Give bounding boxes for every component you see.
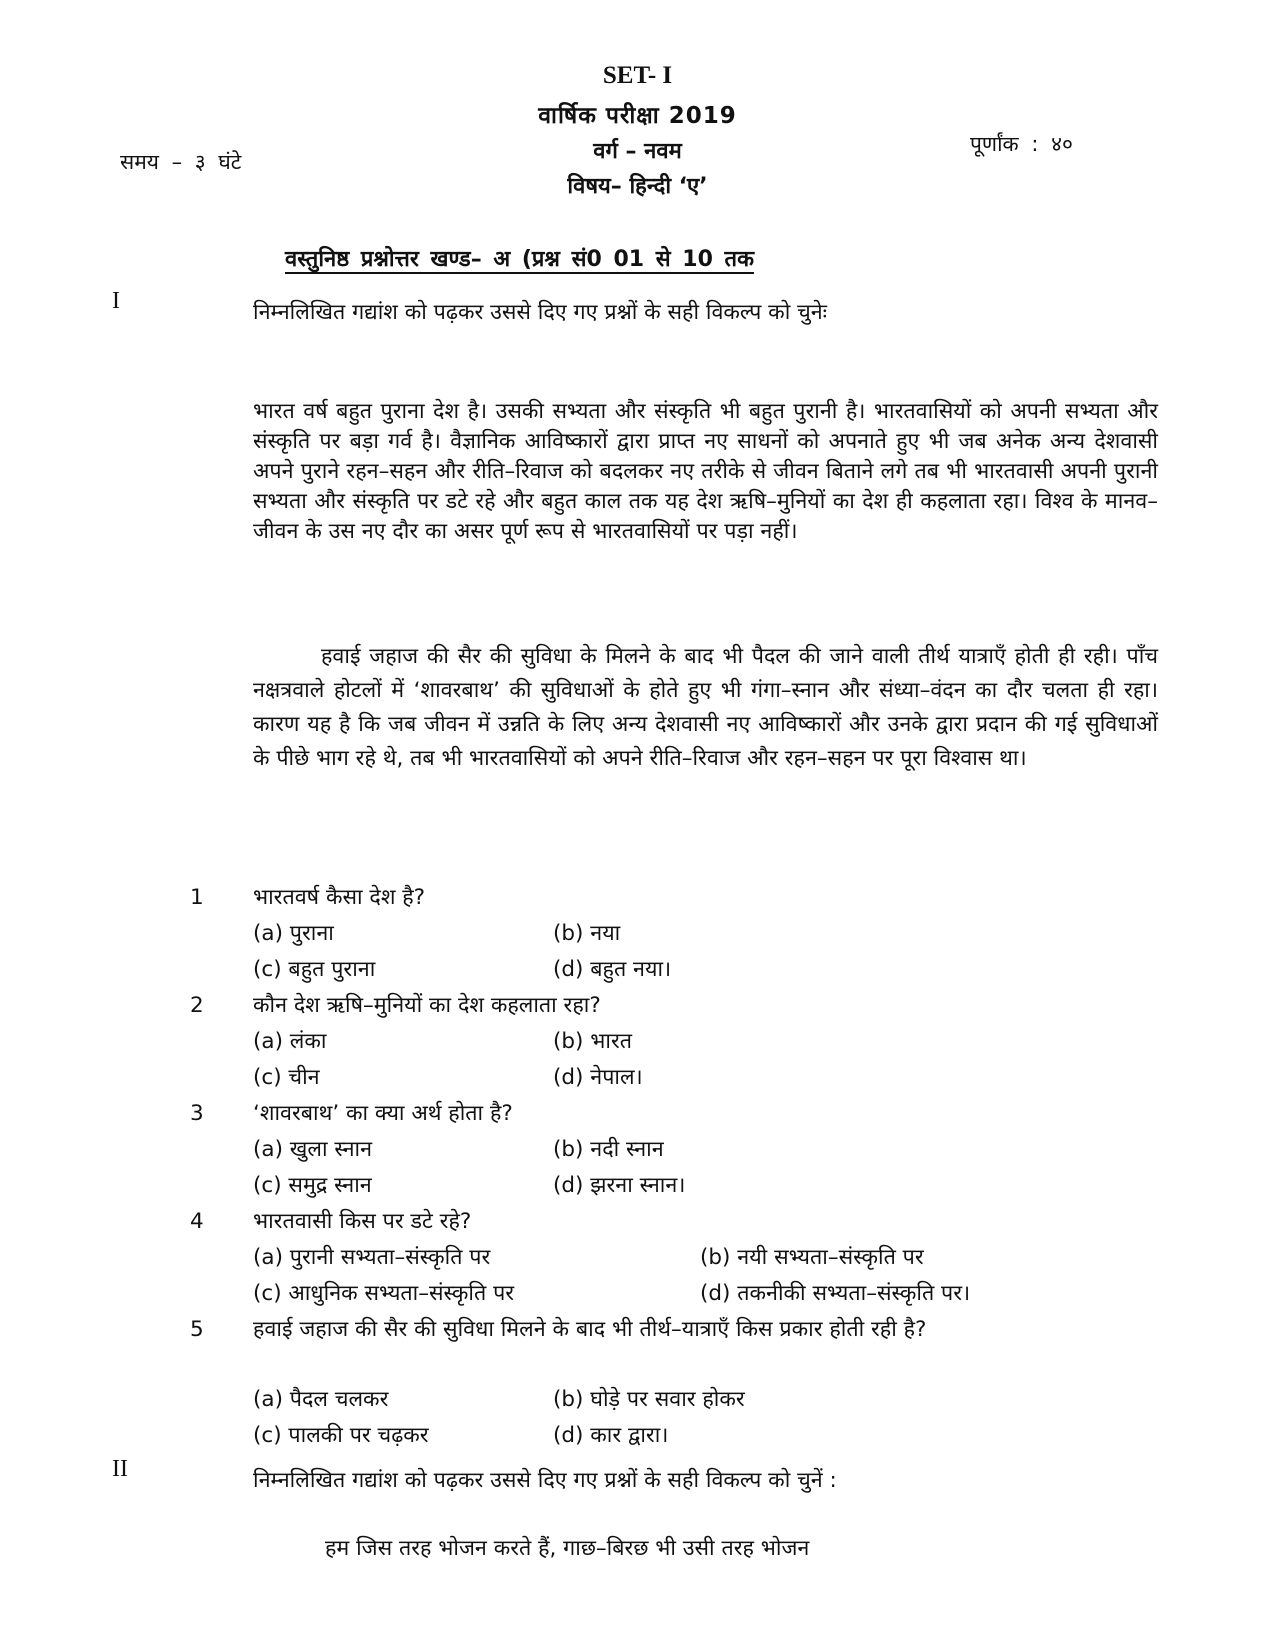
option-d: (d) बहुत नया।	[553, 957, 672, 982]
option-c: (c) पालकी पर चढ़कर	[253, 1423, 429, 1448]
option-b: (b) भारत	[553, 1029, 632, 1054]
question-text: ‘शावरबाथ’ का क्या अर्थ होता है?	[253, 1101, 513, 1126]
class-line: वर्ग – नवम	[593, 139, 682, 164]
passage-paragraph-one: भारत वर्ष बहुत पुराना देश है। उसकी सभ्यता और संस्कृति भी बहुत पुरानी है। भारतवासियों को अपनी सभ्यता और संस्कृति पर बड़ा गर्व है। वैज्ञानिक आविष्कारों द्वारा प्राप्त नए साधनों को अपनाते हुए भी जब अनेक अन्य देशवासी अपने पुराने रहन–सहन और रीति–रिवाज को बदलकर नए तरीके से जीवन बिताने लगे तब भी भारतवासी अपनी पुरानी सभ्यता और संस्कृति पर डटे रहे और बहुत काल तक यह देश ऋषि–मुनियों का देश ही कहलाता रहा। विश्व के मानव–जीवन के उस नए दौर का असर पूर्ण रूप से भारतवासियों पर पड़ा नहीं।	[253, 399, 1158, 544]
option-b: (b) नया	[553, 921, 621, 946]
option-row	[0, 1382, 1275, 1418]
question-row	[0, 988, 1275, 1024]
option-a: (a) पैदल चलकर	[253, 1387, 389, 1412]
question-number: 5	[190, 1317, 204, 1342]
question-row	[0, 1096, 1275, 1132]
subject-line: विषय– हिन्दी ‘ए’	[567, 174, 708, 199]
question-text: भारतवासी किस पर डटे रहे?	[253, 1209, 472, 1234]
option-b: (b) घोड़े पर सवार होकर	[553, 1387, 745, 1412]
option-d: (d) नेपाल।	[553, 1065, 643, 1090]
part-two-number: II	[112, 1456, 128, 1482]
question-number: 2	[190, 993, 204, 1018]
question-row	[0, 880, 1275, 916]
option-c: (c) चीन	[253, 1065, 320, 1090]
passage-paragraph-two: हवाई जहाज की सैर की सुविधा के मिलने के बाद भी पैदल की जाने वाली तीर्थ यात्राएँ होती ही रही। पाँच नक्षत्रवाले होटलों में ‘शावरबाथ’ की सुविधाओं के होते हुए भी गंगा–स्नान और संध्या–वंदन का दौर चलता ही रहा। कारण यह है कि जब जीवन में उन्नति के लिए अन्य देशवासी नए आविष्कारों और उनके द्वारा प्रदान की गई सुविधाओं के पीछे भाग रहे थे, तब भी भारतवासियों को अपने रीति–रिवाज और रहन–सहन पर पूरा विश्वास था।	[253, 644, 1158, 771]
section-heading: वस्तुनिष्ठ प्रश्नोत्तर खण्ड– अ (प्रश्न सं0 01 से 10 तक	[285, 247, 754, 272]
option-b: (b) नदी स्नान	[553, 1137, 664, 1162]
set-label: SET- I	[602, 62, 673, 89]
option-c: (c) समुद्र स्नान	[253, 1173, 372, 1198]
exam-title: वार्षिक परीक्षा 2019	[538, 103, 737, 129]
part-one-number: I	[112, 288, 120, 314]
option-row	[0, 1418, 1275, 1454]
option-c: (c) आधुनिक सभ्यता–संस्कृति पर	[253, 1281, 515, 1306]
part-one-instruction: निम्नलिखित गद्यांश को पढ़कर उससे दिए गए प्रश्नों के सही विकल्प को चुनेः	[253, 300, 828, 325]
option-d: (d) तकनीकी सभ्यता–संस्कृति पर।	[700, 1281, 971, 1306]
option-a: (a) पुराना	[253, 921, 334, 946]
option-c: (c) बहुत पुराना	[253, 957, 376, 982]
full-marks: पूर्णांक : ४०	[970, 132, 1073, 156]
part-two-instruction: निम्नलिखित गद्यांश को पढ़कर उससे दिए गए प्रश्नों के सही विकल्प को चुनें :	[253, 1468, 837, 1493]
option-a: (a) लंका	[253, 1029, 327, 1054]
question-number: 4	[190, 1209, 204, 1234]
question-number: 3	[190, 1101, 204, 1126]
passage-two-paragraph: हम जिस तरह भोजन करते हैं, गाछ–बिरछ भी उसी तरह भोजन	[325, 1536, 810, 1561]
option-row	[0, 916, 1275, 952]
question-row	[0, 1204, 1275, 1240]
option-row	[0, 1132, 1275, 1168]
option-row	[0, 1060, 1275, 1096]
question-text: भारतवर्ष कैसा देश है?	[253, 885, 426, 910]
option-row	[0, 1276, 1275, 1312]
option-row	[0, 1024, 1275, 1060]
question-row	[0, 1312, 1275, 1382]
option-b: (b) नयी सभ्यता–संस्कृति पर	[700, 1245, 924, 1270]
option-d: (d) कार द्वारा।	[553, 1423, 669, 1448]
option-row	[0, 952, 1275, 988]
option-d: (d) झरना स्नान।	[553, 1173, 686, 1198]
question-text: कौन देश ऋषि–मुनियों का देश कहलाता रहा?	[253, 993, 601, 1018]
option-a: (a) खुला स्नान	[253, 1137, 372, 1162]
question-number: 1	[190, 885, 204, 910]
option-a: (a) पुरानी सभ्यता–संस्कृति पर	[253, 1245, 491, 1270]
option-row	[0, 1168, 1275, 1204]
time-allowed: समय – ३ घंटे	[120, 150, 242, 174]
option-row	[0, 1240, 1275, 1276]
question-text: हवाई जहाज की सैर की सुविधा मिलने के बाद भी तीर्थ–यात्राएँ किस प्रकार होती रही है?	[253, 1317, 927, 1342]
question-list	[0, 880, 1275, 1454]
